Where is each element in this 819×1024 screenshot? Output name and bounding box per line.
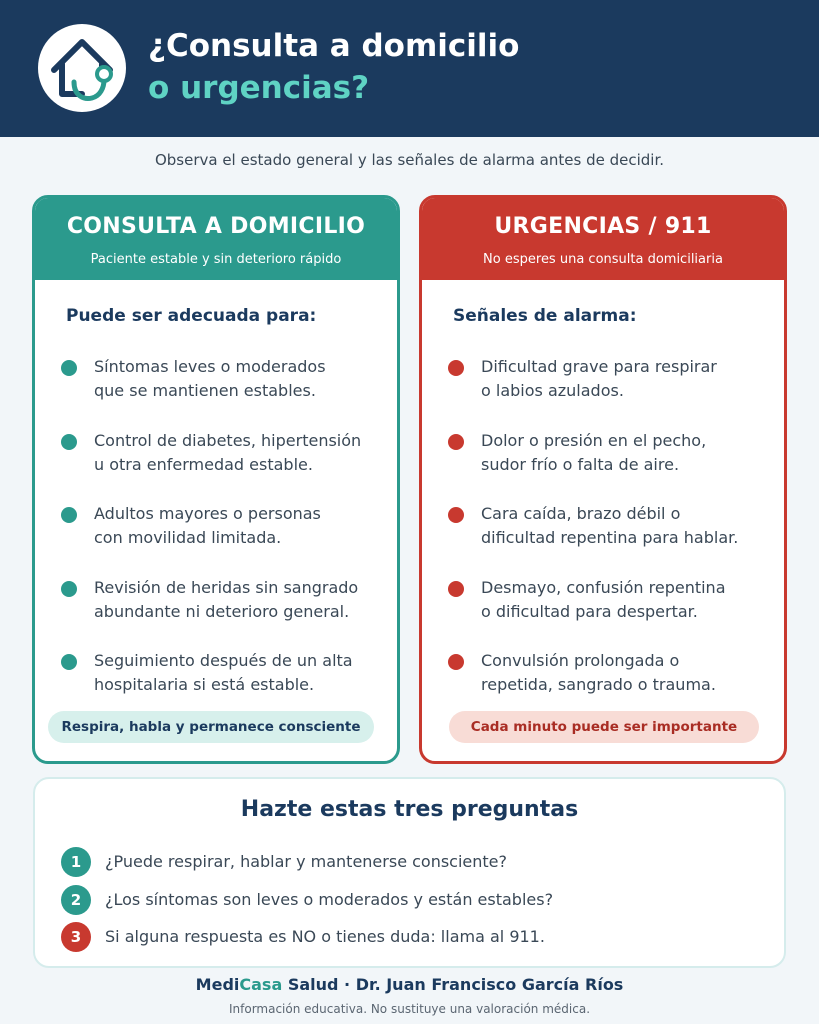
question-text: ¿Los síntomas son leves o moderados y están estables? — [105, 889, 554, 909]
emergency-card-title: URGENCIAS / 911 — [494, 214, 712, 239]
list-item-line: o dificultad para despertar. — [481, 601, 698, 621]
emergency-list-title: Señales de alarma: — [453, 306, 637, 326]
list-item — [61, 502, 361, 576]
page-title-line1: ¿Consulta a domicilio — [148, 28, 520, 64]
list-item — [61, 576, 361, 650]
questions-title: Hazte estas tres preguntas — [240, 797, 579, 822]
question-item — [61, 922, 553, 960]
brand-part-medi: Medi — [195, 975, 240, 994]
home-visit-footer-pill: Respira, habla y permanece consciente — [48, 711, 374, 743]
list-item-line: abundante ni deterioro general. — [94, 601, 350, 621]
list-item-line: hospitalaria si está estable. — [94, 675, 315, 694]
list-item-line: Adultos mayores o personas — [94, 504, 321, 523]
home-visit-card-header — [35, 198, 397, 280]
bullet-dot-icon — [61, 581, 77, 597]
list-item-line: Control de diabetes, hipertensión — [94, 430, 362, 450]
bullet-dot-icon — [448, 654, 464, 670]
list-item-line: u otra enfermedad estable. — [94, 454, 313, 474]
questions-panel — [33, 777, 786, 968]
list-item-line: Cara caída, brazo débil o — [481, 504, 681, 523]
list-item-line: Desmayo, confusión repentina — [481, 577, 726, 597]
bullet-dot-icon — [61, 360, 77, 376]
page-title-line2: o urgencias? — [148, 70, 370, 106]
list-item-line: repetida, sangrado o trauma. — [481, 675, 716, 694]
questions-list — [61, 847, 553, 960]
question-item — [61, 847, 553, 885]
emergency-card-subtitle: No esperes una consulta domiciliaria — [483, 252, 723, 267]
list-item-line: Dificultad grave para respirar — [481, 357, 717, 376]
home-visit-card-subtitle: Paciente estable y sin deterioro rápido — [90, 252, 342, 267]
bullet-dot-icon — [448, 434, 464, 450]
footer-brand — [0, 975, 819, 994]
list-item — [448, 502, 738, 576]
bullet-dot-icon — [448, 360, 464, 376]
intro-text: Observa el estado general y las señales de alarma antes de decidir. — [154, 151, 665, 169]
home-visit-list-title: Puede ser adecuada para: — [66, 306, 317, 326]
number-badge: 2 — [61, 885, 91, 915]
bullet-dot-icon — [61, 654, 77, 670]
header-banner — [0, 0, 819, 137]
bullet-dot-icon — [61, 507, 77, 523]
home-visit-list — [61, 355, 361, 723]
list-item-line: sudor frío o falta de aire. — [481, 454, 680, 474]
home-visit-card-title: CONSULTA A DOMICILIO — [66, 214, 366, 239]
list-item — [61, 429, 361, 503]
bullet-dot-icon — [448, 507, 464, 523]
emergency-card — [419, 195, 787, 764]
list-item-line: Seguimiento después de un alta — [94, 651, 353, 670]
list-item — [448, 576, 738, 650]
bullet-dot-icon — [61, 434, 77, 450]
emergency-card-header — [422, 198, 784, 280]
home-visit-card — [32, 195, 400, 764]
question-item — [61, 885, 553, 923]
list-item-line: con movilidad limitada. — [94, 528, 282, 547]
emergency-list — [448, 355, 738, 723]
disclaimer-note: Información educativa. No sustituye una valoración médica. — [228, 1002, 591, 1016]
question-text: Si alguna respuesta es NO o tienes duda: llama al 911. — [105, 927, 545, 946]
brand-part-casa: Casa — [239, 975, 283, 994]
number-badge: 1 — [61, 847, 91, 877]
list-item — [61, 355, 361, 429]
bullet-dot-icon — [448, 581, 464, 597]
list-item-line: Síntomas leves o moderados — [94, 357, 326, 376]
list-item — [448, 355, 738, 429]
list-item-line: que se mantienen estables. — [94, 381, 316, 400]
house-stethoscope-icon — [38, 24, 126, 112]
list-item-line: Revisión de heridas sin sangrado — [94, 577, 359, 597]
emergency-footer-pill: Cada minuto puede ser importante — [449, 711, 759, 743]
brand-part-rest: Salud · Dr. Juan Francisco García Ríos — [282, 975, 624, 994]
list-item-line: o labios azulados. — [481, 381, 624, 400]
number-badge: 3 — [61, 922, 91, 952]
question-text: ¿Puede respirar, hablar y mantenerse consciente? — [105, 852, 508, 871]
list-item — [448, 429, 738, 503]
list-item-line: dificultad repentina para hablar. — [481, 528, 739, 547]
list-item-line: Convulsión prolongada o — [481, 651, 680, 670]
list-item-line: Dolor o presión en el pecho, — [481, 430, 707, 450]
